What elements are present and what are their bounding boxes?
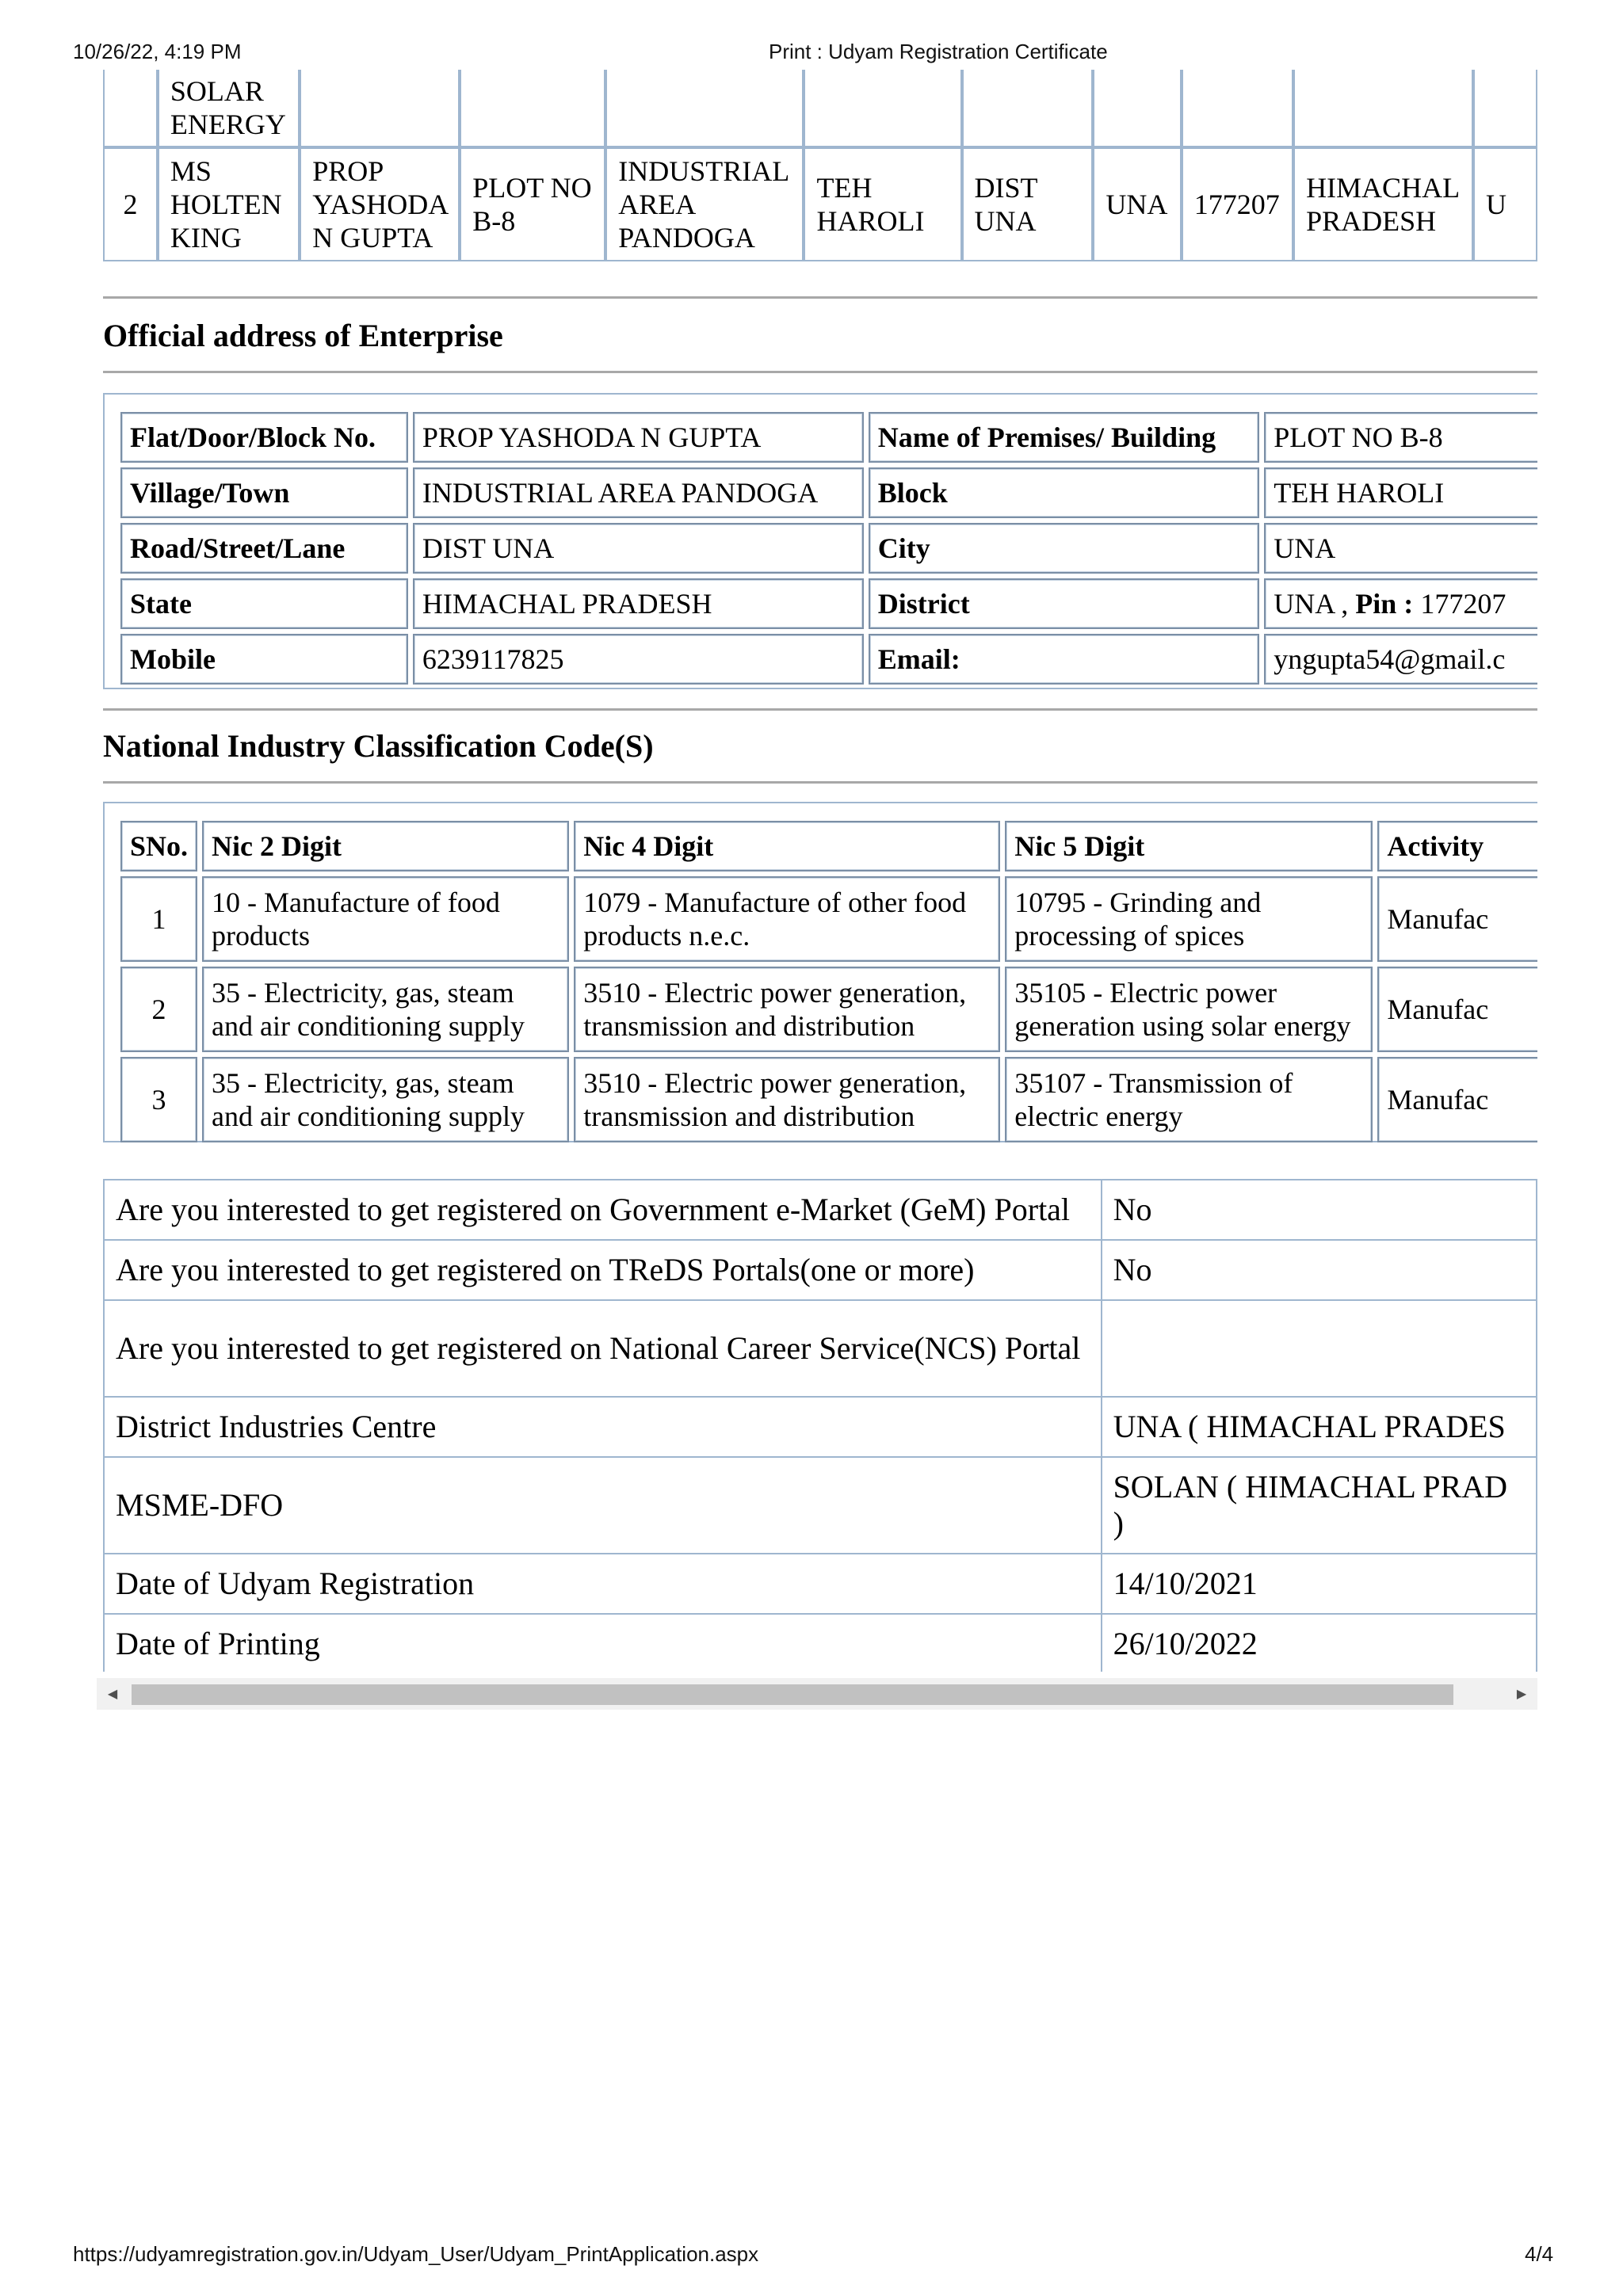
registration-label: Date of Udyam Registration [104, 1554, 1102, 1614]
divider [103, 781, 1537, 784]
registration-value: SOLAN ( HIMACHAL PRAD ) [1102, 1457, 1537, 1554]
address-value: TEH HAROLI [1264, 467, 1537, 518]
registration-container [103, 1179, 1537, 1672]
registration-value: 26/10/2022 [1102, 1614, 1537, 1672]
address-value: 6239117825 [413, 634, 864, 685]
column-header: Nic 5 Digit [1005, 821, 1373, 871]
unit-sno: 2 [103, 147, 158, 261]
table-header-row [120, 821, 1537, 871]
registration-value: No [1102, 1240, 1537, 1300]
registration-value [1102, 1300, 1537, 1397]
table-row [120, 523, 1537, 574]
nic-5-digit: 35107 - Transmission of electric energy [1005, 1057, 1373, 1142]
address-label: Name of Premises/ Building [869, 412, 1260, 463]
address-value: PROP YASHODA N GUPTA [413, 412, 864, 463]
column-header: Activity [1377, 821, 1537, 871]
district-value: UNA , [1274, 588, 1356, 620]
registration-label: Are you interested to get registered on National Career Service(NCS) Portal [104, 1300, 1102, 1397]
table-row [104, 1240, 1537, 1300]
unit-name-cont: SOLAR ENERGY [158, 70, 300, 147]
table-row [120, 467, 1537, 518]
nic-activity: Manufac [1377, 1057, 1537, 1142]
section-title-official-address: Official address of Enterprise [103, 318, 503, 353]
address-label: Block [869, 467, 1260, 518]
table-row [104, 1614, 1537, 1672]
divider [103, 296, 1537, 299]
official-address-table [116, 407, 1537, 689]
nic-2-digit: 35 - Electricity, gas, steam and air conditioning supply [202, 967, 569, 1052]
nic-sno: 3 [120, 1057, 197, 1142]
nic-4-digit: 3510 - Electric power generation, transmission and distribution [574, 1057, 1000, 1142]
table-row [120, 967, 1537, 1052]
table-row [120, 578, 1537, 629]
column-header: Nic 2 Digit [202, 821, 569, 871]
address-value-district [1264, 578, 1537, 629]
table-row [104, 1300, 1537, 1397]
address-label: District [869, 578, 1260, 629]
table-row [120, 876, 1537, 962]
nic-box [103, 802, 1537, 1142]
registration-value: No [1102, 1180, 1537, 1240]
table-row [120, 634, 1537, 685]
registration-label: Are you interested to get registered on TReDS Portals(one or more) [104, 1240, 1102, 1300]
email-value: yngupta54@gmail.c [1264, 634, 1537, 685]
page-number: 4/4 [1525, 2242, 1554, 2266]
nic-sno: 2 [120, 967, 197, 1052]
unit-district: U [1473, 147, 1537, 261]
print-title: Print : Udyam Registration Certificate [769, 40, 1108, 63]
print-url: https://udyamregistration.gov.in/Udyam_User/Udyam_PrintApplication.aspx [73, 2242, 759, 2266]
pin-label: Pin : [1355, 588, 1414, 620]
unit-city: UNA [1093, 147, 1181, 261]
nic-sno: 1 [120, 876, 197, 962]
divider [103, 371, 1537, 373]
scroll-right-icon[interactable]: ▶ [1516, 1686, 1527, 1701]
nic-5-digit: 35105 - Electric power generation using solar energy [1005, 967, 1373, 1052]
registration-label: Date of Printing [104, 1614, 1102, 1672]
scroll-left-icon[interactable]: ◀ [107, 1686, 118, 1701]
registration-label: MSME-DFO [104, 1457, 1102, 1554]
address-label: Village/Town [120, 467, 408, 518]
nic-container [103, 802, 1537, 1146]
print-datetime: 10/26/22, 4:19 PM [73, 40, 242, 63]
unit-pin: 177207 [1182, 147, 1293, 261]
nic-2-digit: 35 - Electricity, gas, steam and air conditioning supply [202, 1057, 569, 1142]
units-table [103, 70, 1537, 261]
address-value: PLOT NO B-8 [1264, 412, 1537, 463]
unit-flat: PROP YASHODA N GUPTA [300, 147, 460, 261]
table-row [103, 147, 1537, 261]
registration-label: District Industries Centre [104, 1397, 1102, 1457]
address-value: UNA [1264, 523, 1537, 574]
unit-block: TEH HAROLI [804, 147, 961, 261]
address-value: DIST UNA [413, 523, 864, 574]
nic-5-digit: 10795 - Grinding and processing of spices [1005, 876, 1373, 962]
table-row [104, 1554, 1537, 1614]
unit-state: HIMACHAL PRADESH [1293, 147, 1473, 261]
registration-value: UNA ( HIMACHAL PRADES [1102, 1397, 1537, 1457]
table-row [104, 1180, 1537, 1240]
official-address-container [103, 393, 1537, 694]
nic-4-digit: 1079 - Manufacture of other food products n.e.c. [574, 876, 1000, 962]
registration-label: Are you interested to get registered on Government e-Market (GeM) Portal [104, 1180, 1102, 1240]
column-header: SNo. [120, 821, 197, 871]
units-table-container [103, 70, 1537, 282]
table-row [103, 70, 1537, 147]
table-row [120, 1057, 1537, 1142]
nic-4-digit: 3510 - Electric power generation, transmission and distribution [574, 967, 1000, 1052]
address-value: HIMACHAL PRADESH [413, 578, 864, 629]
table-row [104, 1457, 1537, 1554]
table-row [104, 1397, 1537, 1457]
unit-village: INDUSTRIAL AREA PANDOGA [605, 147, 804, 261]
registration-table [103, 1179, 1537, 1672]
address-label: Flat/Door/Block No. [120, 412, 408, 463]
pin-value: 177207 [1413, 588, 1507, 620]
scrollbar-thumb[interactable] [132, 1684, 1453, 1705]
address-label: Mobile [120, 634, 408, 685]
nic-table [116, 816, 1537, 1146]
address-label: Email: [869, 634, 1260, 685]
horizontal-scrollbar[interactable] [97, 1678, 1537, 1710]
registration-value: 14/10/2021 [1102, 1554, 1537, 1614]
table-row [120, 412, 1537, 463]
address-label: Road/Street/Lane [120, 523, 408, 574]
address-label: City [869, 523, 1260, 574]
column-header: Nic 4 Digit [574, 821, 1000, 871]
official-address-box [103, 393, 1537, 689]
nic-activity: Manufac [1377, 967, 1537, 1052]
divider [103, 708, 1537, 711]
unit-road: DIST UNA [962, 147, 1094, 261]
unit-name: MS HOLTEN KING [158, 147, 300, 261]
unit-building: PLOT NO B-8 [460, 147, 605, 261]
section-title-nic: National Industry Classification Code(S) [103, 728, 654, 764]
address-label: State [120, 578, 408, 629]
address-value: INDUSTRIAL AREA PANDOGA [413, 467, 864, 518]
nic-2-digit: 10 - Manufacture of food products [202, 876, 569, 962]
nic-activity: Manufac [1377, 876, 1537, 962]
